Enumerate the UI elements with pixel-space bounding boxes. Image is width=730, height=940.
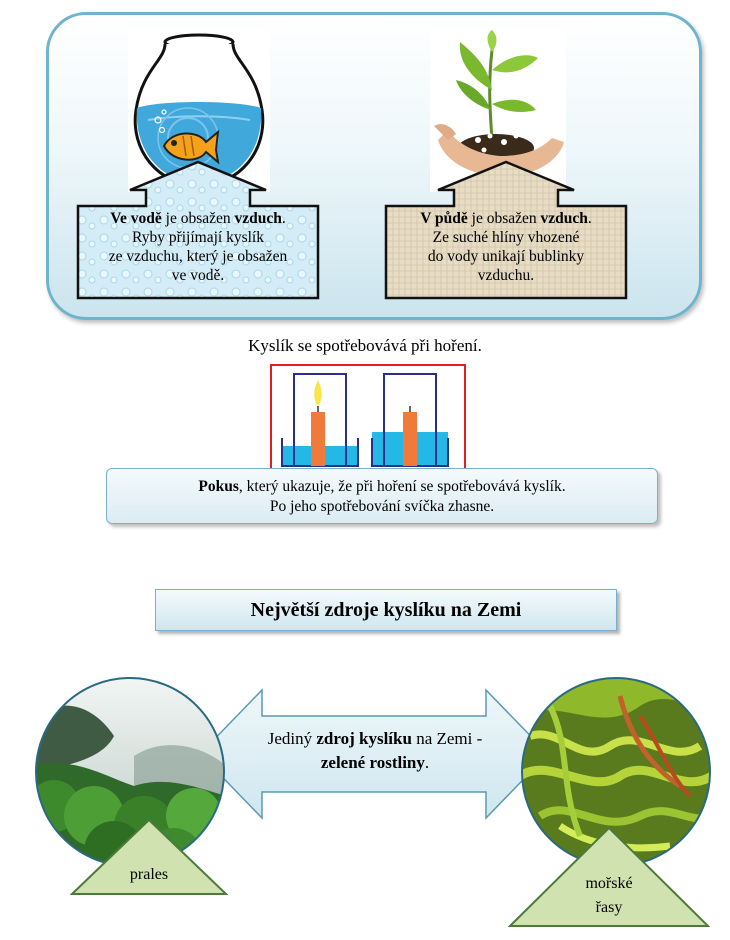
arrow-bold-2: zelené rostliny [320, 753, 425, 772]
soil-bold-b: vzduch [540, 210, 588, 227]
candle-experiment-illustration [272, 366, 464, 482]
label-rasy: řasy [595, 899, 623, 916]
pokus-line-2: Po jeho spotřebování svíčka zhasne. [269, 498, 495, 515]
water-line-3: ze vzduchu, který je obsažen [108, 248, 288, 265]
water-line-4: ve vodě. [171, 267, 225, 284]
soil-end: . [587, 210, 592, 227]
soil-line-2: Ze suché hlíny vhozené [432, 229, 580, 246]
soil-callout-text [388, 209, 624, 285]
section-title: Největší zdroje kyslíku na Zemi [155, 589, 617, 631]
arrow-end: . [424, 753, 430, 772]
water-mid: je obsažen [161, 210, 235, 227]
water-end: . [281, 210, 286, 227]
experiment-description-box [106, 468, 658, 524]
oxygen-source-text [230, 727, 520, 775]
arrow-mid: na Zemi - [411, 729, 483, 748]
pokus-bold: Pokus [198, 478, 239, 495]
soil-mid: je obsažen [467, 210, 541, 227]
pokus-line-1: , který ukazuje, že při hoření se spotřebovává kyslík. [238, 478, 566, 495]
water-line-2: Ryby přijímají kyslík [132, 229, 264, 246]
soil-line-3: do vody unikají bublinky [427, 248, 585, 265]
water-bold-a: Ve vodě [110, 210, 162, 227]
candle-experiment-frame [270, 364, 466, 484]
left-triangle-shape [70, 818, 228, 896]
label-morske-rasy [560, 872, 658, 920]
water-bold-b: vzduch [234, 210, 282, 227]
label-prales: prales [129, 866, 169, 883]
soil-bold-a: V půdě [420, 210, 468, 227]
soil-line-4: vzduchu. [477, 267, 535, 284]
label-morske: mořské [585, 875, 633, 892]
arrow-bold-1: zdroj kyslíku [316, 729, 412, 748]
water-callout-text [80, 209, 316, 285]
arrow-pre: Jediný [267, 729, 317, 748]
burning-caption: Kyslík se spotřebovává při hoření. [248, 336, 482, 355]
